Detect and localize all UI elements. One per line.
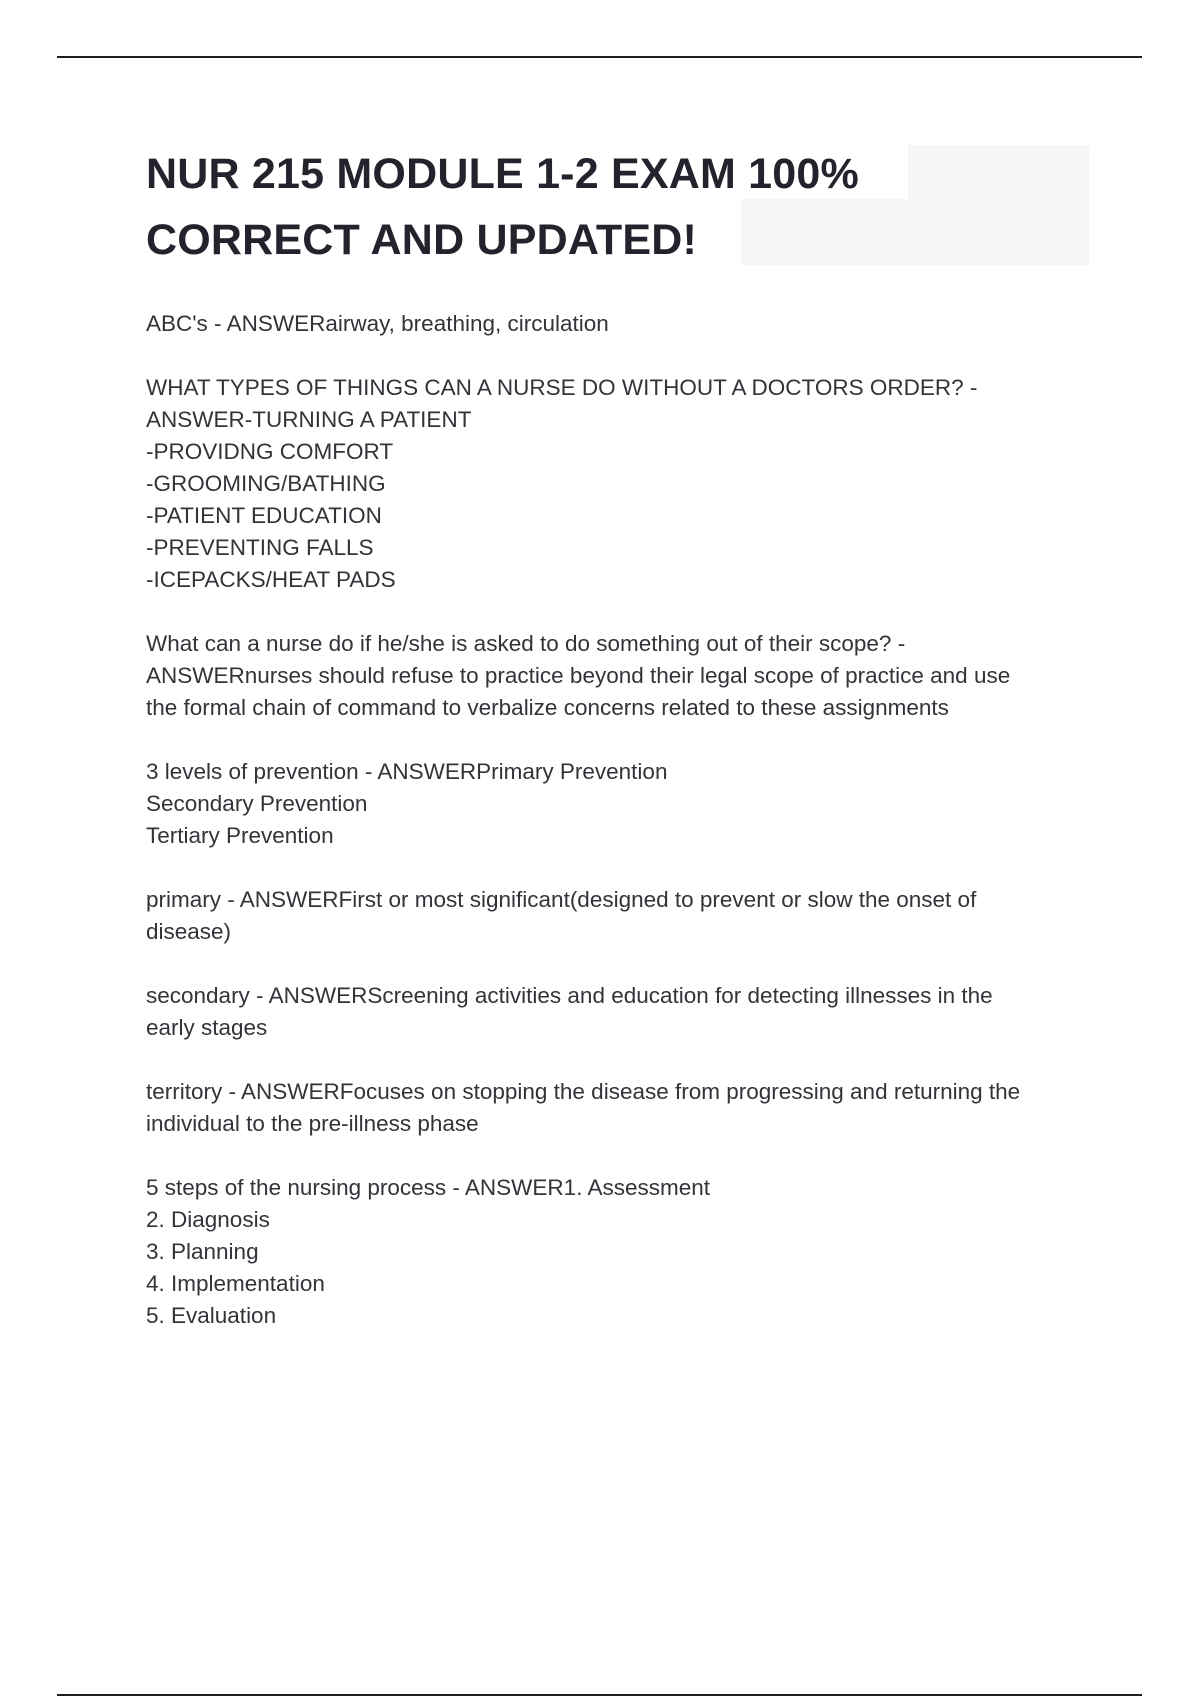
- qa-line: 2. Diagnosis: [146, 1207, 270, 1232]
- qa-line: primary - ANSWERFirst or most significant(designed to prevent or slow the onset of: [146, 887, 977, 912]
- title-line-2: CORRECT AND UPDATED!: [146, 216, 698, 264]
- qa-line: -PATIENT EDUCATION: [146, 503, 382, 528]
- qa-line: ANSWER-TURNING A PATIENT: [146, 407, 472, 432]
- qa-item-territory: [146, 1076, 1106, 1140]
- qa-item-nurse-without-order: [146, 372, 1106, 596]
- qa-list: [146, 308, 1106, 1364]
- qa-line: WHAT TYPES OF THINGS CAN A NURSE DO WITHOUT A DOCTORS ORDER? -: [146, 375, 978, 400]
- qa-line: -PREVENTING FALLS: [146, 535, 374, 560]
- qa-line: -PROVIDNG COMFORT: [146, 439, 394, 464]
- qa-line: 5 steps of the nursing process - ANSWER1. Assessment: [146, 1175, 710, 1200]
- qa-line: Secondary Prevention: [146, 791, 368, 816]
- qa-line: 5. Evaluation: [146, 1303, 277, 1328]
- qa-item-nursing-process: [146, 1172, 1106, 1332]
- qa-item-primary: [146, 884, 1106, 948]
- qa-item-levels-of-prevention: [146, 756, 1106, 852]
- qa-line: ABC's - ANSWERairway, breathing, circulation: [146, 311, 609, 336]
- bottom-rule: [57, 1694, 1142, 1696]
- top-rule: [57, 56, 1142, 58]
- qa-line: What can a nurse do if he/she is asked to do something out of their scope? -: [146, 631, 906, 656]
- qa-line: Tertiary Prevention: [146, 823, 334, 848]
- qa-line: secondary - ANSWERScreening activities and education for detecting illnesses in the: [146, 983, 993, 1008]
- qa-line: -ICEPACKS/HEAT PADS: [146, 567, 396, 592]
- title-line-1: NUR 215 MODULE 1-2 EXAM 100%: [146, 150, 859, 198]
- qa-line: early stages: [146, 1015, 268, 1040]
- qa-item-abcs: [146, 308, 1106, 340]
- title-block: [146, 145, 1089, 265]
- qa-line: the formal chain of command to verbalize concerns related to these assignments: [146, 695, 949, 720]
- qa-line: ANSWERnurses should refuse to practice beyond their legal scope of practice and use: [146, 663, 1011, 688]
- qa-item-secondary: [146, 980, 1106, 1044]
- qa-line: territory - ANSWERFocuses on stopping the disease from progressing and returning the: [146, 1079, 1021, 1104]
- title-highlight: [908, 145, 1089, 207]
- qa-line: disease): [146, 919, 232, 944]
- qa-line: individual to the pre-illness phase: [146, 1111, 479, 1136]
- qa-line: 3. Planning: [146, 1239, 259, 1264]
- qa-item-scope: [146, 628, 1106, 724]
- qa-line: 3 levels of prevention - ANSWERPrimary Prevention: [146, 759, 668, 784]
- qa-line: -GROOMING/BATHING: [146, 471, 386, 496]
- page-title: [146, 145, 859, 273]
- qa-line: 4. Implementation: [146, 1271, 325, 1296]
